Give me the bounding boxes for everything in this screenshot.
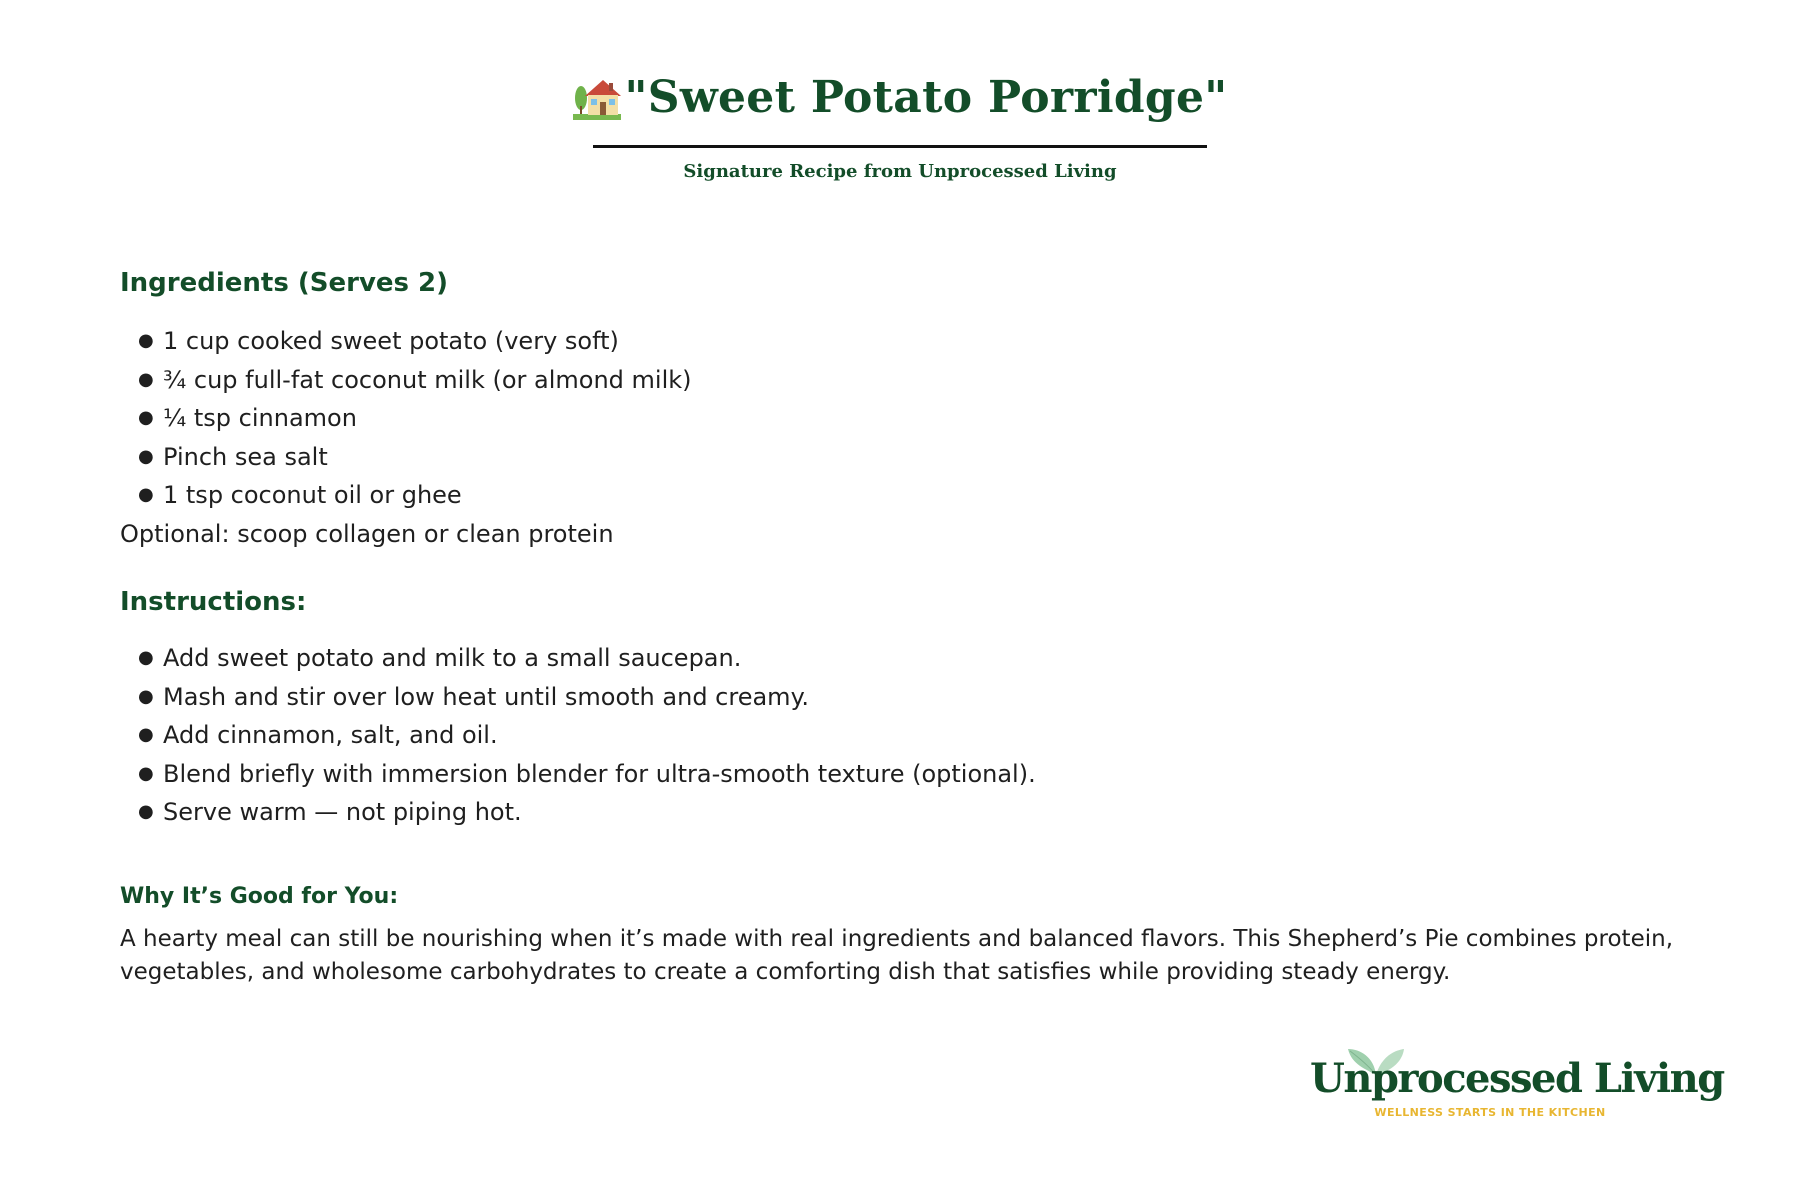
recipe-title: "Sweet Potato Porridge" [624, 72, 1228, 123]
logo-tagline: WELLNESS STARTS IN THE KITCHEN [1374, 1106, 1606, 1119]
title-divider [593, 145, 1207, 148]
list-item: ● ¼ tsp cinnamon [120, 399, 1680, 438]
recipe-header [0, 72, 1800, 182]
bullet-icon: ● [138, 647, 154, 668]
bullet-icon: ● [138, 484, 154, 505]
list-item: ● Add cinnamon, salt, and oil. [120, 716, 1680, 755]
recipe-subtitle: Signature Recipe from Unprocessed Living [683, 160, 1117, 182]
why-heading: Why It’s Good for You: [120, 883, 399, 909]
bullet-icon: ● [138, 685, 154, 707]
bullet-icon: ● [138, 407, 154, 428]
bullet-icon: ● [138, 330, 154, 351]
house-with-garden-icon [573, 74, 621, 122]
instructions-list [120, 639, 1680, 832]
ingredients-heading: Ingredients (Serves 2) [120, 268, 449, 298]
bullet-icon: ● [138, 445, 154, 467]
list-item: ● 1 tsp coconut oil or ghee [120, 476, 1680, 515]
list-item: ● Serve warm — not piping hot. [120, 793, 1680, 832]
list-item: ● ¾ cup full-fat coconut milk (or almond milk) [120, 361, 1680, 400]
bullet-icon: ● [138, 724, 154, 745]
bullet-icon: ● [138, 762, 154, 784]
recipe-content [120, 268, 1680, 989]
list-item: ● Pinch sea salt [120, 438, 1680, 477]
ingredients-list [120, 322, 1680, 515]
ingredients-optional: Optional: scoop collagen or clean protein [120, 519, 614, 548]
instructions-heading: Instructions: [120, 587, 307, 617]
list-item: ● 1 cup cooked sweet potato (very soft) [120, 322, 1680, 361]
brand-logo [1310, 1055, 1724, 1119]
why-paragraph: A hearty meal can still be nourishing when it’s made with real ingredients and balanced flavors. This Shepherd’s Pie combines protein, vegetables, and wholesome carbohydrates to create a comforting dish that satisfies while providing steady energy. [120, 925, 1674, 985]
list-item: ● Blend briefly with immersion blender for ultra-smooth texture (optional). [120, 755, 1680, 794]
bullet-icon: ● [138, 801, 154, 822]
list-item: ● Add sweet potato and milk to a small saucepan. [120, 639, 1680, 678]
bullet-icon: ● [138, 368, 154, 390]
list-item: ● Mash and stir over low heat until smooth and creamy. [120, 678, 1680, 717]
logo-wordmark: Unprocessed Living [1310, 1055, 1724, 1102]
title-row [573, 72, 1228, 123]
